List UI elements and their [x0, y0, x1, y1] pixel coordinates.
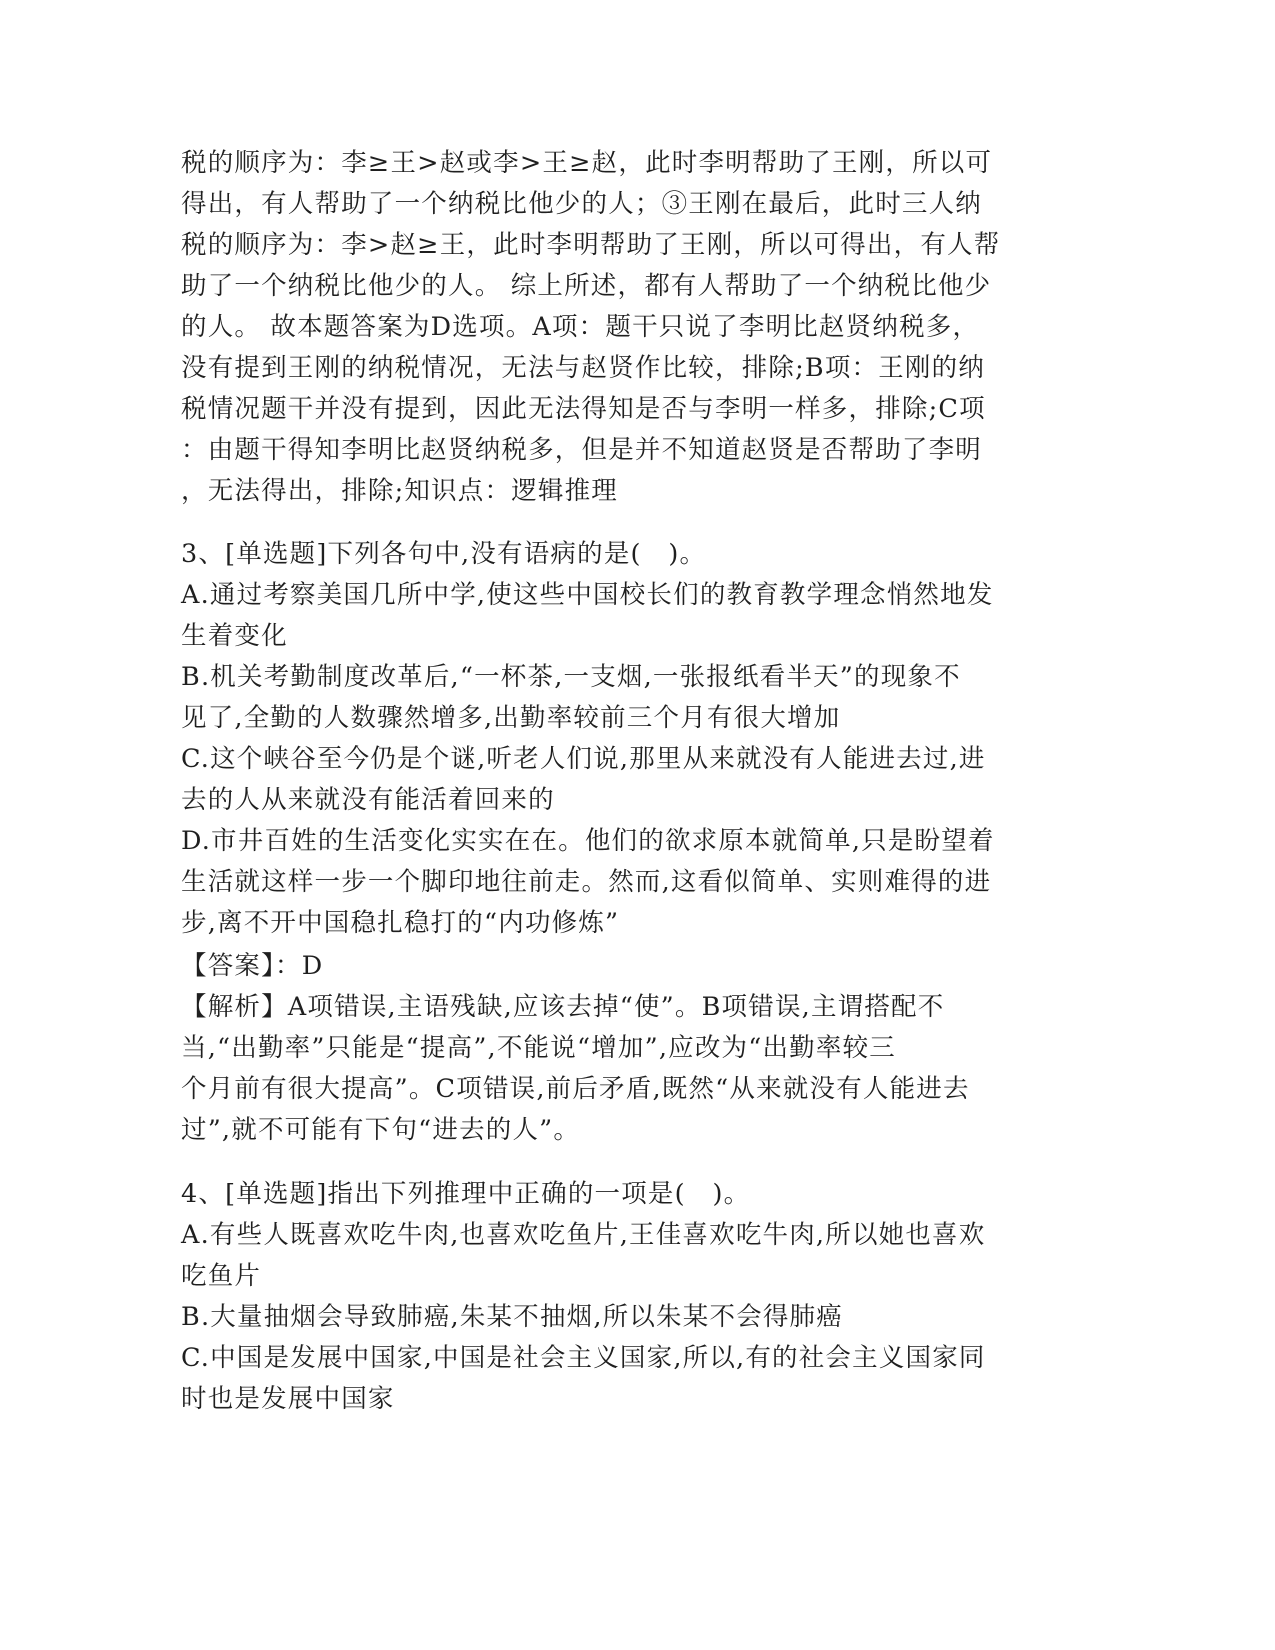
analysis-line: 个月前有很大提高”。C项错误,前后矛盾,既然“从来就没有人能进去: [181, 1074, 970, 1104]
document-page: [181, 0, 1041, 1650]
option-b: B.大量抽烟会导致肺癌,朱某不抽烟,所以朱某不会得肺癌: [181, 1302, 843, 1332]
text-line: 税的顺序为：李>赵≥王，此时李明帮助了王刚，所以可得出，有人帮: [181, 230, 1001, 260]
text-line: 税情况题干并没有提到，因此无法得知是否与李明一样多，排除;C项: [181, 394, 986, 424]
option-d: D.市井百姓的生活变化实实在在。他们的欲求原本就简单,只是盼望着: [181, 826, 995, 856]
analysis-line: 过”,就不可能有下句“进去的人”。: [181, 1115, 581, 1145]
text-line: 的人。 故本题答案为D选项。A项：题干只说了李明比赵贤纳税多，: [181, 312, 980, 342]
analysis-line: 【解析】A项错误,主语残缺,应该去掉“使”。B项错误,主谓搭配不: [181, 992, 945, 1022]
text-line: ，无法得出，排除;知识点：逻辑推理: [181, 476, 618, 506]
answer-line: 【答案】：D: [181, 951, 324, 981]
option-c: C.中国是发展中国家,中国是社会主义国家,所以,有的社会主义国家同: [181, 1343, 986, 1373]
text-line: 得出，有人帮助了一个纳税比他少的人；③王刚在最后，此时三人纳: [181, 189, 983, 219]
option-b-cont: 见了,全勤的人数骤然增多,出勤率较前三个月有很大增加: [181, 703, 841, 733]
question-stem: 4、[单选题]指出下列推理中正确的一项是( )。: [181, 1179, 751, 1209]
option-a: A.有些人既喜欢吃牛肉,也喜欢吃鱼片,王佳喜欢吃牛肉,所以她也喜欢: [181, 1220, 986, 1250]
option-b: B.机关考勤制度改革后,“一杯茶,一支烟,一张报纸看半天”的现象不: [181, 662, 961, 692]
option-c-cont: 时也是发展中国家: [181, 1384, 395, 1414]
option-a: A.通过考察美国几所中学,使这些中国校长们的教育教学理念悄然地发: [181, 580, 994, 610]
option-a-cont: 生着变化: [181, 621, 288, 651]
option-c-cont: 去的人从来就没有能活着回来的: [181, 785, 555, 815]
question-stem: 3、[单选题]下列各句中,没有语病的是( )。: [181, 539, 707, 569]
option-a-cont: 吃鱼片: [181, 1261, 262, 1291]
text-line: 税的顺序为：李≥王>赵或李>王≥赵，此时李明帮助了王刚，所以可: [181, 148, 993, 178]
text-line: ：由题干得知李明比赵贤纳税多，但是并不知道赵贤是否帮助了李明: [181, 435, 983, 465]
option-d-cont: 生活就这样一步一个脚印地往前走。然而,这看似简单、实则难得的进: [181, 867, 992, 897]
analysis-line: 当,“出勤率”只能是“提高”,不能说“增加”,应改为“出勤率较三: [181, 1033, 896, 1063]
option-d-cont: 步,离不开中国稳扎稳打的“内功修炼”: [181, 908, 620, 938]
option-c: C.这个峡谷至今仍是个谜,听老人们说,那里从来就没有人能进去过,进: [181, 744, 986, 774]
text-line: 助了一个纳税比他少的人。 综上所述，都有人帮助了一个纳税比他少: [181, 271, 992, 301]
text-line: 没有提到王刚的纳税情况，无法与赵贤作比较，排除;B项：王刚的纳: [181, 353, 986, 383]
